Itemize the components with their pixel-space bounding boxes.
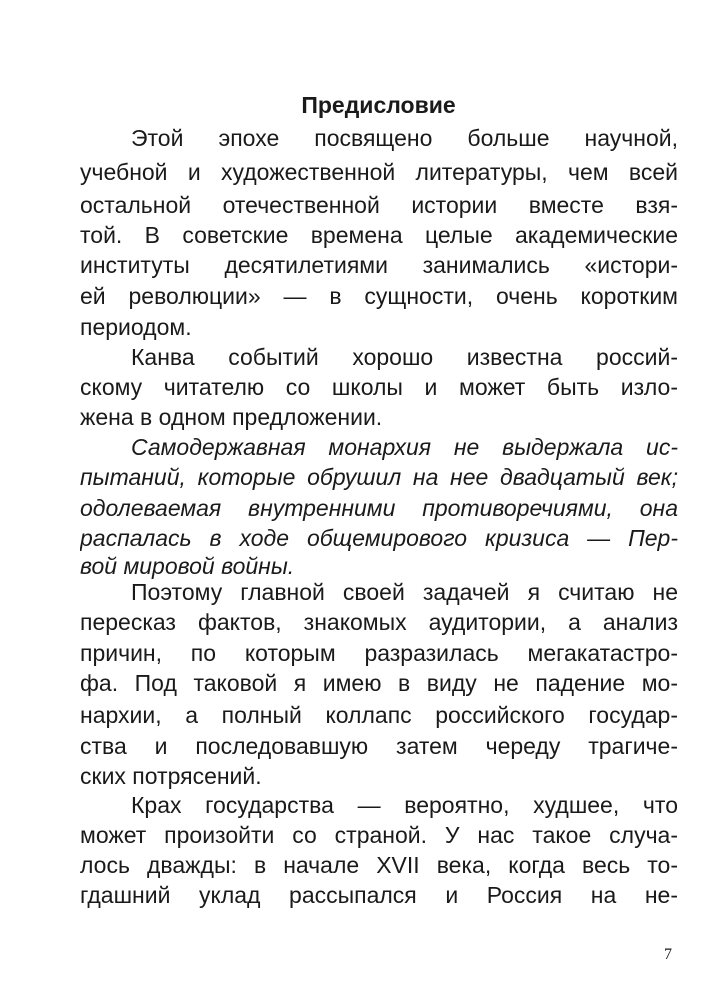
text-line: ей революции» — в сущности, очень коротким bbox=[80, 283, 678, 309]
text-line: причин, по которым разразилась мегакатастро- bbox=[80, 640, 678, 666]
text-line: гдашний уклад рассыпался и Россия на не- bbox=[80, 882, 678, 908]
text-line: пересказ фактов, знакомых аудитории, а анализ bbox=[80, 609, 678, 635]
text-line: той. В советские времена целые академические bbox=[80, 222, 678, 248]
text-line: фа. Под таковой я имею в виду не падение мо- bbox=[80, 670, 678, 696]
text-line: может произойти со страной. У нас такое случа- bbox=[80, 822, 678, 848]
text-line: Самодержавная монархия не выдержала ис- bbox=[131, 434, 678, 460]
text-line: Поэтому главной своей задачей я считаю не bbox=[131, 579, 678, 605]
text-line: вой мировой войны. bbox=[80, 553, 295, 579]
text-line: остальной отечественной истории вместе взя- bbox=[80, 192, 678, 218]
text-line: институты десятилетиями занимались «истори- bbox=[80, 252, 678, 278]
text-line: жена в одном предложении. bbox=[80, 404, 383, 430]
text-line: нархии, а полный коллапс российского государ- bbox=[80, 702, 678, 728]
text-line: Канва событий хорошо известна россий- bbox=[131, 344, 678, 370]
text-line: учебной и художественной литературы, чем всей bbox=[80, 159, 678, 185]
text-line: распалась в ходе общемирового кризиса — Пер- bbox=[80, 525, 678, 551]
text-line: Этой эпохе посвящено больше научной, bbox=[131, 125, 678, 151]
text-line: пытаний, которые обрушил на нее двадцатый век; bbox=[80, 464, 678, 490]
text-line: ских потрясений. bbox=[80, 763, 262, 789]
text-line: скому читателю со школы и может быть изло- bbox=[80, 374, 678, 400]
page-number: 7 bbox=[664, 946, 672, 963]
text-line: периодом. bbox=[80, 314, 192, 340]
text-line: Крах государства — вероятно, худшее, что bbox=[131, 792, 678, 818]
text-line: лось дважды: в начале XVII века, когда весь то- bbox=[80, 852, 678, 878]
chapter-title: Предисловие bbox=[301, 92, 456, 118]
text-line: ства и последовавшую затем череду трагиче- bbox=[80, 733, 678, 759]
text-line: одолеваемая внутренними противоречиями, она bbox=[80, 495, 678, 521]
